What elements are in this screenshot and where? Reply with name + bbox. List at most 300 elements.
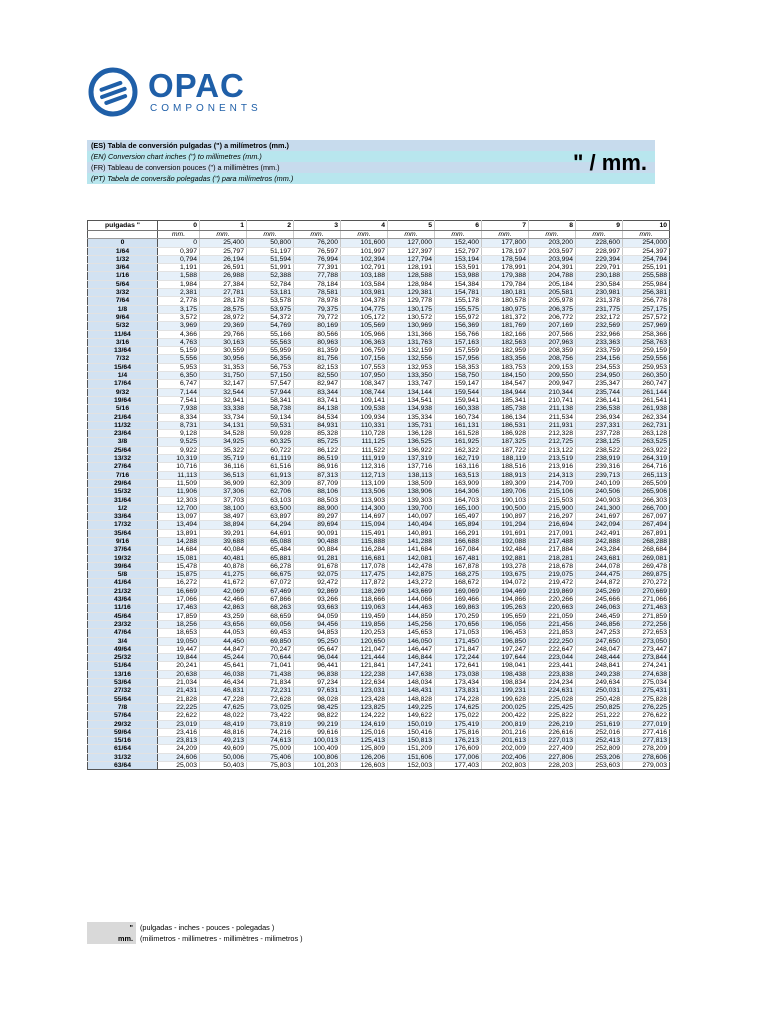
fraction-cell: 1/4 — [88, 372, 158, 380]
mm-cell: 121,444 — [341, 654, 388, 662]
mm-cell: 232,569 — [576, 322, 623, 330]
mm-cell: 29,766 — [200, 330, 247, 338]
legend-symbol: mm. — [87, 933, 136, 944]
mm-cell: 159,147 — [435, 380, 482, 388]
mm-cell: 169,466 — [435, 596, 482, 604]
mm-cell: 242,888 — [576, 537, 623, 545]
title-es: (ES) Tabla de conversión pulgadas (") a milímetros (mm.) — [87, 140, 655, 151]
mm-cell: 38,894 — [200, 521, 247, 529]
mm-cell: 88,503 — [294, 496, 341, 504]
mm-cell: 275,828 — [623, 695, 670, 703]
mm-cell: 217,091 — [529, 529, 576, 537]
fraction-cell: 1/8 — [88, 305, 158, 313]
mm-cell: 122,634 — [341, 679, 388, 687]
fraction-cell: 31/64 — [88, 496, 158, 504]
mm-cell: 57,944 — [247, 388, 294, 396]
legend — [87, 922, 303, 944]
mm-cell: 7,144 — [158, 388, 200, 396]
mm-cell: 207,169 — [529, 322, 576, 330]
fraction-cell: 3/8 — [88, 438, 158, 446]
mm-cell: 13,891 — [158, 529, 200, 537]
fraction-cell: 13/64 — [88, 347, 158, 355]
mm-cell: 240,506 — [576, 488, 623, 496]
mm-cell: 96,044 — [294, 654, 341, 662]
mm-cell: 194,469 — [482, 587, 529, 595]
mm-cell: 236,141 — [576, 396, 623, 404]
mm-cell: 203,597 — [529, 247, 576, 255]
mm-cell: 262,731 — [623, 421, 670, 429]
mm-cell: 107,156 — [341, 355, 388, 363]
mm-cell: 178,594 — [482, 255, 529, 263]
mm-cell: 21,828 — [158, 695, 200, 703]
mm-cell: 23,416 — [158, 728, 200, 736]
mm-cell: 271,859 — [623, 612, 670, 620]
unit-label: mm. — [247, 231, 294, 239]
mm-cell: 233,363 — [576, 338, 623, 346]
mm-cell: 98,425 — [294, 703, 341, 711]
mm-cell: 109,141 — [341, 396, 388, 404]
mm-cell: 147,638 — [388, 670, 435, 678]
fraction-cell: 27/32 — [88, 687, 158, 695]
unit-symbol: " / mm. — [572, 150, 647, 175]
mm-cell: 267,494 — [623, 521, 670, 529]
mm-cell: 154,781 — [435, 289, 482, 297]
mm-cell: 91,281 — [294, 554, 341, 562]
mm-cell: 246,459 — [576, 612, 623, 620]
mm-cell: 234,950 — [576, 372, 623, 380]
mm-cell: 192,088 — [482, 537, 529, 545]
table-row — [88, 496, 670, 504]
mm-cell: 260,350 — [623, 372, 670, 380]
table-row — [88, 372, 670, 380]
mm-cell: 139,303 — [388, 496, 435, 504]
mm-cell: 60,325 — [247, 438, 294, 446]
mm-cell: 34,131 — [200, 421, 247, 429]
fraction-cell: 25/64 — [88, 446, 158, 454]
mm-cell: 165,894 — [435, 521, 482, 529]
mm-cell: 44,053 — [200, 629, 247, 637]
mm-cell: 80,566 — [294, 330, 341, 338]
mm-cell: 205,978 — [529, 297, 576, 305]
mm-cell: 141,684 — [388, 546, 435, 554]
mm-cell: 134,144 — [388, 388, 435, 396]
mm-cell: 186,134 — [482, 413, 529, 421]
unit-label: mm. — [623, 231, 670, 239]
mm-cell: 225,028 — [529, 695, 576, 703]
mm-cell: 132,556 — [388, 355, 435, 363]
fraction-cell: 39/64 — [88, 562, 158, 570]
mm-cell: 9,525 — [158, 438, 200, 446]
unit-label: mm. — [294, 231, 341, 239]
mm-cell: 151,606 — [388, 753, 435, 761]
mm-cell: 215,106 — [529, 488, 576, 496]
fraction-cell: 29/64 — [88, 479, 158, 487]
mm-cell: 269,478 — [623, 562, 670, 570]
mm-cell: 50,403 — [200, 762, 247, 770]
mm-cell: 252,413 — [576, 737, 623, 745]
mm-cell: 66,675 — [247, 571, 294, 579]
mm-cell: 189,706 — [482, 488, 529, 496]
table-row — [88, 455, 670, 463]
mm-cell: 266,303 — [623, 496, 670, 504]
mm-cell: 264,319 — [623, 455, 670, 463]
mm-cell: 117,872 — [341, 579, 388, 587]
mm-cell: 6,350 — [158, 372, 200, 380]
fraction-cell: 31/32 — [88, 753, 158, 761]
fraction-cell: 5/64 — [88, 280, 158, 288]
mm-cell: 250,825 — [576, 703, 623, 711]
fraction-cell: 17/64 — [88, 380, 158, 388]
mm-cell: 111,125 — [341, 438, 388, 446]
mm-cell: 184,150 — [482, 372, 529, 380]
mm-cell: 73,025 — [247, 703, 294, 711]
mm-cell: 129,778 — [388, 297, 435, 305]
mm-cell: 125,016 — [341, 728, 388, 736]
fraction-cell: 37/64 — [88, 546, 158, 554]
mm-cell: 161,528 — [435, 430, 482, 438]
mm-cell: 263,128 — [623, 430, 670, 438]
mm-cell: 176,609 — [435, 745, 482, 753]
mm-cell: 153,988 — [435, 272, 482, 280]
mm-cell: 224,234 — [529, 679, 576, 687]
mm-cell: 277,813 — [623, 737, 670, 745]
mm-cell: 81,359 — [294, 347, 341, 355]
mm-cell: 228,203 — [529, 762, 576, 770]
mm-cell: 265,113 — [623, 471, 670, 479]
column-header: 10 — [623, 221, 670, 231]
mm-cell: 121,841 — [341, 662, 388, 670]
mm-cell: 88,106 — [294, 488, 341, 496]
mm-cell: 189,309 — [482, 479, 529, 487]
mm-cell: 78,581 — [294, 289, 341, 297]
mm-cell: 71,438 — [247, 670, 294, 678]
mm-cell: 234,553 — [576, 363, 623, 371]
mm-cell: 5,556 — [158, 355, 200, 363]
mm-cell: 225,425 — [529, 703, 576, 711]
mm-cell: 180,578 — [482, 297, 529, 305]
mm-cell: 113,506 — [341, 488, 388, 496]
mm-cell: 164,306 — [435, 488, 482, 496]
mm-cell: 126,603 — [341, 762, 388, 770]
mm-cell: 44,450 — [200, 637, 247, 645]
mm-cell: 82,947 — [294, 380, 341, 388]
mm-cell: 261,541 — [623, 396, 670, 404]
mm-cell: 106,759 — [341, 347, 388, 355]
mm-cell: 148,828 — [388, 695, 435, 703]
mm-cell: 42,863 — [200, 604, 247, 612]
mm-cell: 175,816 — [435, 728, 482, 736]
mm-cell: 235,744 — [576, 388, 623, 396]
mm-cell: 43,259 — [200, 612, 247, 620]
mm-cell: 45,244 — [200, 654, 247, 662]
mm-cell: 205,184 — [529, 280, 576, 288]
column-header: 9 — [576, 221, 623, 231]
mm-cell: 60,722 — [247, 446, 294, 454]
mm-cell: 69,056 — [247, 620, 294, 628]
fraction-cell: 1/2 — [88, 504, 158, 512]
table-row — [88, 479, 670, 487]
mm-cell: 222,250 — [529, 637, 576, 645]
fraction-cell: 63/64 — [88, 762, 158, 770]
table-row — [88, 388, 670, 396]
mm-cell: 86,519 — [294, 455, 341, 463]
mm-cell: 46,831 — [200, 687, 247, 695]
mm-cell: 93,663 — [294, 604, 341, 612]
mm-cell: 168,672 — [435, 579, 482, 587]
mm-cell: 59,134 — [247, 413, 294, 421]
mm-cell: 42,466 — [200, 596, 247, 604]
mm-cell: 261,938 — [623, 405, 670, 413]
mm-cell: 25,003 — [158, 762, 200, 770]
mm-cell: 230,981 — [576, 289, 623, 297]
table-row — [88, 405, 670, 413]
mm-cell: 140,891 — [388, 529, 435, 537]
fraction-cell: 7/32 — [88, 355, 158, 363]
mm-cell: 69,453 — [247, 629, 294, 637]
mm-cell: 198,834 — [482, 679, 529, 687]
mm-cell: 135,334 — [388, 413, 435, 421]
mm-cell: 213,122 — [529, 446, 576, 454]
mm-cell: 75,406 — [247, 753, 294, 761]
table-row — [88, 430, 670, 438]
mm-cell: 175,419 — [435, 720, 482, 728]
mm-cell: 21,034 — [158, 679, 200, 687]
mm-cell: 32,544 — [200, 388, 247, 396]
mm-cell: 130,175 — [388, 305, 435, 313]
mm-cell: 28,178 — [200, 297, 247, 305]
mm-cell: 275,034 — [623, 679, 670, 687]
table-row — [88, 438, 670, 446]
mm-cell: 188,913 — [482, 471, 529, 479]
mm-cell: 276,622 — [623, 712, 670, 720]
mm-cell: 187,722 — [482, 446, 529, 454]
table-row — [88, 446, 670, 454]
conversion-table — [87, 220, 670, 770]
mm-cell: 26,988 — [200, 272, 247, 280]
mm-cell: 92,472 — [294, 579, 341, 587]
mm-cell: 22,622 — [158, 712, 200, 720]
unit-label: mm. — [388, 231, 435, 239]
mm-cell: 237,331 — [576, 421, 623, 429]
mm-cell: 55,959 — [247, 347, 294, 355]
fraction-cell: 9/64 — [88, 313, 158, 321]
mm-cell: 252,016 — [576, 728, 623, 736]
fraction-cell: 57/64 — [88, 712, 158, 720]
table-row — [88, 645, 670, 653]
mm-cell: 185,341 — [482, 396, 529, 404]
mm-cell: 11,509 — [158, 479, 200, 487]
mm-cell: 44,847 — [200, 645, 247, 653]
mm-cell: 277,019 — [623, 720, 670, 728]
mm-cell: 158,353 — [435, 363, 482, 371]
mm-cell: 55,563 — [247, 338, 294, 346]
mm-cell: 107,950 — [341, 372, 388, 380]
mm-cell: 269,081 — [623, 554, 670, 562]
table-row — [88, 753, 670, 761]
mm-cell: 138,906 — [388, 488, 435, 496]
fraction-cell: 35/64 — [88, 529, 158, 537]
mm-cell: 115,888 — [341, 537, 388, 545]
legend-text: (milimetros - millimetres - millimètres - milimetros ) — [140, 934, 303, 943]
opac-logo-icon — [88, 67, 138, 117]
mm-cell: 15,081 — [158, 554, 200, 562]
mm-cell: 207,566 — [529, 330, 576, 338]
mm-cell: 63,897 — [247, 513, 294, 521]
table-row — [88, 363, 670, 371]
mm-cell: 123,031 — [341, 687, 388, 695]
table-row — [88, 513, 670, 521]
mm-cell: 7,541 — [158, 396, 200, 404]
mm-cell: 151,209 — [388, 745, 435, 753]
mm-cell: 133,747 — [388, 380, 435, 388]
table-row — [88, 612, 670, 620]
fraction-cell: 0 — [88, 239, 158, 247]
mm-cell: 218,678 — [529, 562, 576, 570]
mm-cell: 246,063 — [576, 604, 623, 612]
mm-cell: 250,031 — [576, 687, 623, 695]
mm-cell: 42,069 — [200, 587, 247, 595]
mm-cell: 244,078 — [576, 562, 623, 570]
mm-cell: 256,381 — [623, 289, 670, 297]
table-row — [88, 488, 670, 496]
mm-cell: 267,891 — [623, 529, 670, 537]
mm-cell: 59,531 — [247, 421, 294, 429]
mm-cell: 84,138 — [294, 405, 341, 413]
mm-cell: 92,075 — [294, 571, 341, 579]
mm-cell: 61,913 — [247, 471, 294, 479]
mm-cell: 190,897 — [482, 513, 529, 521]
mm-cell: 243,284 — [576, 546, 623, 554]
mm-cell: 45,641 — [200, 662, 247, 670]
mm-cell: 182,959 — [482, 347, 529, 355]
unit-label: mm. — [482, 231, 529, 239]
mm-cell: 75,803 — [247, 762, 294, 770]
mm-cell: 190,103 — [482, 496, 529, 504]
mm-cell: 217,488 — [529, 537, 576, 545]
mm-cell: 143,669 — [388, 587, 435, 595]
mm-cell: 236,934 — [576, 413, 623, 421]
mm-cell: 134,938 — [388, 405, 435, 413]
mm-cell: 233,759 — [576, 347, 623, 355]
mm-cell: 246,856 — [576, 620, 623, 628]
mm-cell: 46,434 — [200, 679, 247, 687]
table-row — [88, 421, 670, 429]
mm-cell: 136,525 — [388, 438, 435, 446]
mm-cell: 67,469 — [247, 587, 294, 595]
mm-cell: 82,550 — [294, 372, 341, 380]
mm-cell: 117,475 — [341, 571, 388, 579]
mm-cell: 90,091 — [294, 529, 341, 537]
mm-cell: 38,497 — [200, 513, 247, 521]
fraction-cell: 3/16 — [88, 338, 158, 346]
mm-cell: 198,438 — [482, 670, 529, 678]
mm-cell: 196,453 — [482, 629, 529, 637]
fraction-cell: 47/64 — [88, 629, 158, 637]
mm-cell: 43,656 — [200, 620, 247, 628]
mm-cell: 85,725 — [294, 438, 341, 446]
mm-cell: 177,403 — [435, 762, 482, 770]
mm-cell: 109,538 — [341, 405, 388, 413]
table-row — [88, 762, 670, 770]
units-row — [88, 231, 670, 239]
mm-cell: 256,778 — [623, 297, 670, 305]
mm-cell: 247,253 — [576, 629, 623, 637]
mm-cell: 145,653 — [388, 629, 435, 637]
mm-cell: 52,388 — [247, 272, 294, 280]
mm-cell: 6,747 — [158, 380, 200, 388]
mm-cell: 118,666 — [341, 596, 388, 604]
mm-cell: 205,581 — [529, 289, 576, 297]
mm-cell: 222,647 — [529, 645, 576, 653]
mm-cell: 276,225 — [623, 703, 670, 711]
fraction-cell: 3/4 — [88, 637, 158, 645]
column-header: 1 — [200, 221, 247, 231]
mm-cell: 15,875 — [158, 571, 200, 579]
mm-cell: 199,231 — [482, 687, 529, 695]
mm-cell: 1,588 — [158, 272, 200, 280]
legend-row-inches — [87, 922, 303, 933]
mm-cell: 102,791 — [341, 264, 388, 272]
table-row — [88, 712, 670, 720]
mm-cell: 76,200 — [294, 239, 341, 247]
mm-cell: 0 — [158, 239, 200, 247]
mm-cell: 34,528 — [200, 430, 247, 438]
table-row — [88, 264, 670, 272]
mm-cell: 77,788 — [294, 272, 341, 280]
mm-cell: 114,300 — [341, 504, 388, 512]
mm-cell: 248,047 — [576, 645, 623, 653]
mm-cell: 116,284 — [341, 546, 388, 554]
mm-cell: 229,791 — [576, 264, 623, 272]
mm-cell: 128,191 — [388, 264, 435, 272]
mm-cell: 17,463 — [158, 604, 200, 612]
mm-cell: 204,391 — [529, 264, 576, 272]
mm-cell: 186,928 — [482, 430, 529, 438]
fraction-cell: 15/16 — [88, 737, 158, 745]
mm-cell: 110,331 — [341, 421, 388, 429]
mm-cell: 79,375 — [294, 305, 341, 313]
mm-cell: 229,394 — [576, 255, 623, 263]
mm-cell: 144,859 — [388, 612, 435, 620]
column-header: 6 — [435, 221, 482, 231]
mm-cell: 49,609 — [200, 745, 247, 753]
mm-cell: 77,391 — [294, 264, 341, 272]
mm-cell: 228,600 — [576, 239, 623, 247]
mm-cell: 119,063 — [341, 604, 388, 612]
mm-cell: 180,181 — [482, 289, 529, 297]
mm-cell: 216,297 — [529, 513, 576, 521]
mm-cell: 98,028 — [294, 695, 341, 703]
mm-cell: 117,078 — [341, 562, 388, 570]
mm-cell: 142,478 — [388, 562, 435, 570]
mm-cell: 274,638 — [623, 670, 670, 678]
unit-label: mm. — [200, 231, 247, 239]
mm-cell: 136,922 — [388, 446, 435, 454]
opac-logo — [88, 67, 348, 119]
mm-cell: 51,594 — [247, 255, 294, 263]
mm-cell: 157,163 — [435, 338, 482, 346]
fraction-cell: 61/64 — [88, 745, 158, 753]
brand-sub: COMPONENTS — [150, 103, 262, 114]
mm-cell: 240,109 — [576, 479, 623, 487]
table-row — [88, 289, 670, 297]
table-row — [88, 546, 670, 554]
mm-cell: 191,691 — [482, 529, 529, 537]
mm-cell: 263,525 — [623, 438, 670, 446]
fraction-cell: 11/64 — [88, 330, 158, 338]
mm-cell: 91,678 — [294, 562, 341, 570]
mm-cell: 107,553 — [341, 363, 388, 371]
